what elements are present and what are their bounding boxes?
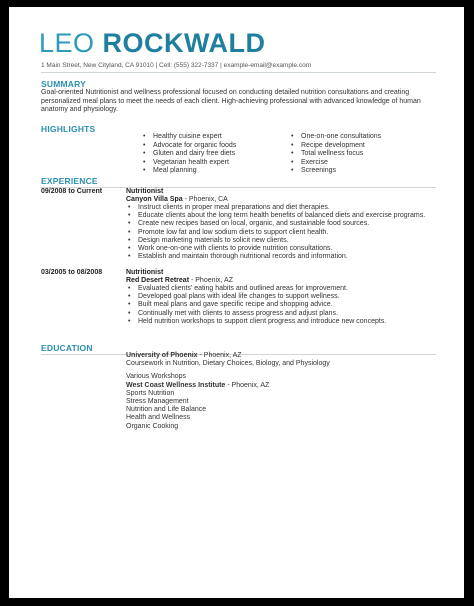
list-item: • Create new recipes based on local, organic, and sustainable food sources. bbox=[126, 220, 426, 228]
job-2-dates: 03/2005 to 08/2008 bbox=[41, 269, 103, 276]
list-item: • Instruct clients in proper meal preparations and diet therapies. bbox=[126, 204, 426, 212]
job-2-employer-line bbox=[126, 277, 233, 284]
education-block bbox=[126, 352, 330, 431]
list-item: • Educate clients about the long term health benefits of balanced diets and exercise programs. bbox=[126, 212, 426, 220]
education-heading: EDUCATION bbox=[41, 343, 93, 353]
course-item: Nutrition and Life Balance bbox=[126, 406, 207, 414]
list-item: • Developed goal plans with ideal life changes to support wellness. bbox=[126, 293, 426, 301]
school-2-line bbox=[126, 382, 330, 390]
last-name: ROCKWALD bbox=[102, 28, 266, 58]
summary-heading: SUMMARY bbox=[41, 79, 86, 89]
course-item: Stress Management bbox=[126, 398, 189, 406]
job-1-title: Nutritionist bbox=[126, 188, 164, 195]
school-2-location: - Phoenix, AZ bbox=[225, 381, 270, 389]
job-2-title: Nutritionist bbox=[126, 269, 164, 276]
list-item: • Establish and maintain thorough nutritional records and information. bbox=[126, 253, 426, 261]
list-item: • Promote low fat and low sodium diets to support client health. bbox=[126, 229, 426, 237]
list-item: • Screenings bbox=[289, 167, 381, 176]
job-1-employer-line bbox=[126, 196, 228, 203]
job-1-employer: Canyon Villa Spa bbox=[126, 196, 183, 203]
list-item: • One-on-one consultations bbox=[289, 133, 381, 142]
list-item: • Held nutrition workshops to support client progress and introduce new concepts. bbox=[126, 318, 426, 326]
list-item: • Vegetarian health expert bbox=[141, 159, 236, 168]
list-item: • Exercise bbox=[289, 159, 381, 168]
list-item: • Recipe development bbox=[289, 142, 381, 151]
list-item: • Built meal plans and gave specific recipe and shopping advice. bbox=[126, 301, 426, 309]
coursework-text: Coursework in Nutrition, Dietary Choices, Biology, and Physiology bbox=[126, 360, 330, 368]
list-item: • Advocate for organic foods bbox=[141, 142, 236, 151]
experience-heading: EXPERIENCE bbox=[41, 176, 98, 186]
school-1-name: University of Phoenix bbox=[126, 352, 198, 359]
resume-name bbox=[39, 28, 266, 59]
list-item: • Evaluated clients' eating habits and outlined areas for improvement. bbox=[126, 285, 426, 293]
resume-page bbox=[9, 7, 464, 598]
contact-line: 1 Main Street, New Cityland, CA 91010 | Cell: (555) 322-7337 | example-email@example.com bbox=[41, 62, 312, 69]
highlights-heading: HIGHLIGHTS bbox=[41, 124, 96, 134]
school-1-location: - Phoenix, AZ bbox=[197, 352, 242, 359]
list-item: • Work one-on-one with clients to provide nutrition consultations. bbox=[126, 245, 426, 253]
job-1-bullets bbox=[126, 204, 426, 261]
highlights-left-list bbox=[141, 133, 236, 176]
course-item: Sports Nutrition bbox=[126, 389, 175, 397]
list-item: • Healthy cuisine expert bbox=[141, 133, 236, 142]
school-2-name: West Coast Wellness Institute bbox=[126, 381, 226, 389]
list-item: • Continually met with clients to assess progress and adjust plans. bbox=[126, 310, 426, 318]
job-2-employer: Red Desert Retreat bbox=[126, 277, 190, 284]
header-divider bbox=[41, 72, 436, 73]
course-item: Organic Cooking bbox=[126, 422, 179, 430]
job-2-location: - Phoenix, AZ bbox=[189, 277, 233, 284]
job-2-bullets bbox=[126, 285, 426, 326]
job-1-location: - Phoenix, CA bbox=[182, 196, 228, 203]
list-item: • Design marketing materials to solicit new clients. bbox=[126, 237, 426, 245]
highlights-right-list bbox=[289, 133, 381, 176]
job-1-dates: 09/2008 to Current bbox=[41, 188, 103, 195]
first-name: LEO bbox=[39, 28, 95, 58]
list-item: • Total wellness focus bbox=[289, 150, 381, 159]
summary-text: Goal-oriented Nutritionist and wellness professional focused on conducting detailed nutrition consultations and creating personalized meal plans to meet the needs of each client. High-achieving professional with advanced knowledge of human anatomy and physiology. bbox=[41, 89, 421, 113]
list-item: • Meal planning bbox=[141, 167, 236, 176]
workshops-text: Various Workshops bbox=[126, 373, 187, 381]
school-1-line bbox=[126, 352, 330, 360]
list-item: • Gluten and dairy free diets bbox=[141, 150, 236, 159]
course-item: Health and Wellness bbox=[126, 414, 191, 422]
